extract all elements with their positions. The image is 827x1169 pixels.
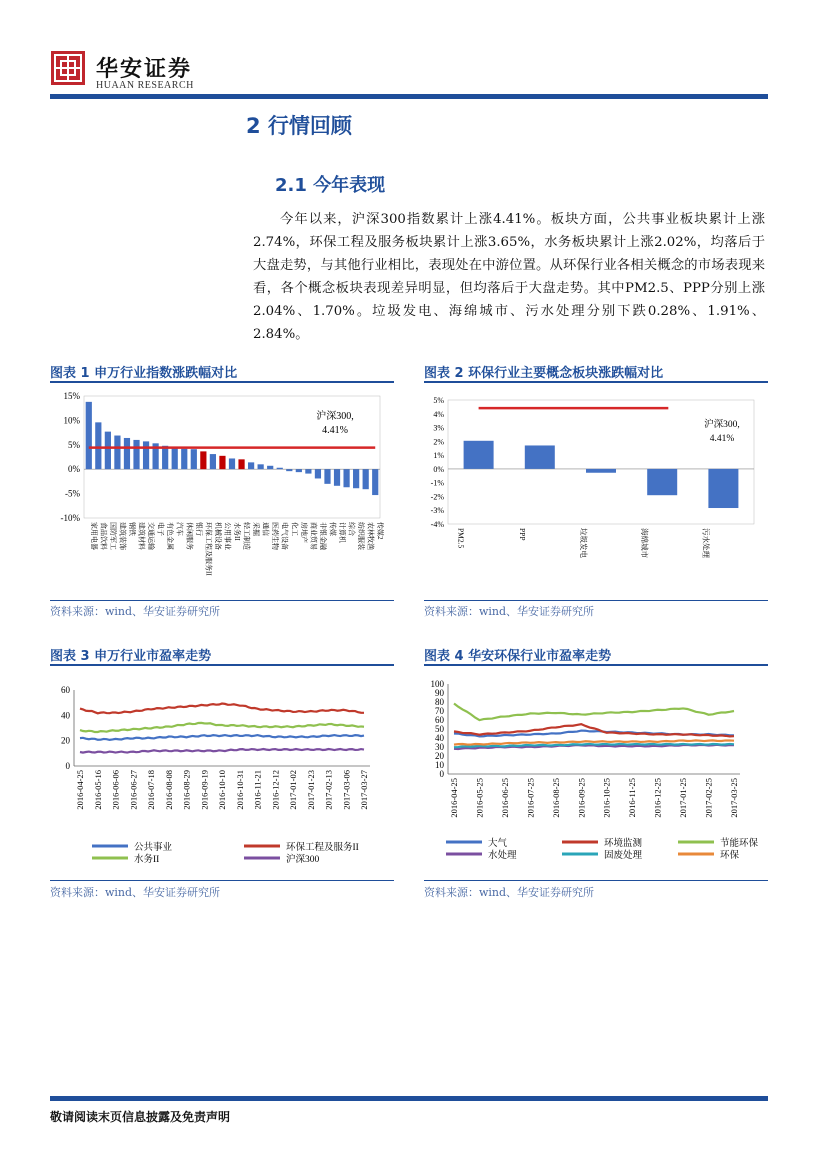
figure-4-title: 图表 4 华安环保行业市盈率走势 xyxy=(424,649,612,664)
bar xyxy=(305,469,311,473)
x-tick-label: 2016-06-25 xyxy=(499,778,510,818)
bar xyxy=(181,449,187,469)
x-tick-label: 水务II xyxy=(233,522,241,541)
x-tick-label: 纺织服装 xyxy=(357,522,366,550)
x-tick-label: 2016-10-25 xyxy=(601,778,612,818)
x-tick-label: 2016-12-25 xyxy=(652,778,663,818)
y-tick-label: 3% xyxy=(433,423,444,433)
chart-3 xyxy=(50,678,394,878)
x-tick-label: 2016-11-25 xyxy=(627,778,638,818)
y-tick-label: 20 xyxy=(435,751,444,761)
legend-label: 环保工程及服务II xyxy=(286,843,359,853)
series-line xyxy=(454,724,734,736)
figure-4-source: 资料来源：wind、华安证券研究所 xyxy=(424,886,595,899)
x-tick-label: 电子 xyxy=(156,522,165,536)
x-tick-label: 建筑材料 xyxy=(137,522,146,550)
x-tick-label: 传媒2 xyxy=(376,522,385,540)
section-title: 2 行情回顾 xyxy=(246,114,352,138)
x-tick-label: 国防军工 xyxy=(108,522,117,550)
figure-3-rule xyxy=(50,664,394,666)
bar xyxy=(219,456,225,469)
bar xyxy=(238,459,244,469)
bank-seal-icon xyxy=(50,50,86,86)
bar xyxy=(133,440,139,469)
bar xyxy=(229,458,235,469)
figure-4-rule xyxy=(424,664,768,666)
figure-1-source: 资料来源：wind、华安证券研究所 xyxy=(50,605,221,618)
y-tick-label: 5% xyxy=(433,396,444,405)
footer-divider xyxy=(50,1096,768,1101)
bar xyxy=(191,449,197,469)
figure-3-bottom-rule xyxy=(50,880,394,881)
y-tick-label: 100 xyxy=(430,679,444,689)
x-tick-label: 2017-02-25 xyxy=(703,778,714,818)
x-tick-label: 2017-01-23 xyxy=(305,770,316,810)
figure-2-source: 资料来源：wind、华安证券研究所 xyxy=(424,605,595,618)
x-tick-label: 银行 xyxy=(194,522,203,536)
y-tick-label: 30 xyxy=(435,742,444,752)
footer-disclaimer: 敬请阅读末页信息披露及免责声明 xyxy=(50,1110,231,1124)
x-tick-label: 2016-07-18 xyxy=(146,770,156,810)
x-tick-label: PPP xyxy=(517,528,527,541)
y-tick-label: 60 xyxy=(61,685,70,695)
figure-2-bottom-rule xyxy=(424,600,768,601)
x-tick-label: 2016-05-25 xyxy=(474,778,485,818)
y-tick-label: 40 xyxy=(435,733,444,743)
bar xyxy=(172,447,178,469)
bar xyxy=(647,469,677,495)
x-tick-label: 海绵城市 xyxy=(640,528,650,558)
y-tick-label: -3% xyxy=(430,506,444,516)
legend-label: 水处理 xyxy=(488,851,517,861)
y-tick-label: 4% xyxy=(433,409,444,419)
bar xyxy=(708,469,738,508)
reference-value: 4.41% xyxy=(709,434,735,444)
bar xyxy=(258,464,264,469)
x-tick-label: 2016-07-25 xyxy=(525,778,536,818)
figure-3-title: 图表 3 申万行业市盈率走势 xyxy=(50,649,212,664)
body-paragraph: 今年以来，沪深300指数累计上涨4.41%。板块方面，公共事业板块累计上涨2.74%，环保工程及服务板块累计上涨3.65%，水务板块累计上涨2.02%，均落后于大盘走势，与其他行业相比，表现处在中游位置。从环保行业各相关概念的市场表现来看，各个概念板块表现差异明显，但均落后于大盘走势。其中PM2.5、PPP分别上涨2.04%、1.70%。垃圾发电、海绵城市、污水处理分别下跌0.28%、1.91%、2.84%。 xyxy=(253,212,765,342)
y-tick-label: 10 xyxy=(435,760,444,770)
y-tick-label: 20 xyxy=(61,735,70,746)
figure-3-source: 资料来源：wind、华安证券研究所 xyxy=(50,886,221,899)
bar xyxy=(124,438,130,469)
x-tick-label: 采掘 xyxy=(252,522,261,536)
x-tick-label: 2016-04-25 xyxy=(75,770,85,810)
section-subtitle: 2.1 今年表现 xyxy=(275,175,386,196)
x-tick-label: 房地产 xyxy=(299,522,308,543)
logo-text-en: HUAAN RESEARCH xyxy=(96,80,194,91)
figure-4-bottom-rule xyxy=(424,880,768,881)
x-tick-label: 交通运输 xyxy=(147,522,156,550)
bar xyxy=(353,469,359,488)
y-tick-label: 50 xyxy=(435,724,444,734)
x-tick-label: 综合 xyxy=(347,522,356,536)
bar xyxy=(248,462,254,469)
bar xyxy=(267,466,273,469)
bar xyxy=(334,469,340,486)
y-tick-label: 15% xyxy=(63,391,80,401)
reference-label: 沪深300, xyxy=(704,420,740,430)
x-tick-label: 垃圾发电 xyxy=(579,528,588,558)
bar xyxy=(586,469,616,473)
x-tick-label: 2016-11-21 xyxy=(252,770,263,810)
x-tick-label: 2016-09-25 xyxy=(576,778,587,818)
y-tick-label: 0 xyxy=(439,769,444,779)
bar xyxy=(200,451,206,469)
x-tick-label: 2016-09-19 xyxy=(199,770,210,810)
bar xyxy=(343,469,349,487)
series-line xyxy=(80,735,364,740)
bar xyxy=(210,454,216,469)
x-tick-label: 2017-03-25 xyxy=(729,778,739,818)
bar xyxy=(95,422,101,469)
x-tick-label: 公用事业 xyxy=(223,522,232,550)
x-tick-label: 传媒 xyxy=(328,522,337,536)
x-tick-label: 非银金融 xyxy=(318,522,327,550)
x-tick-label: 2017-02-13 xyxy=(323,770,334,810)
x-tick-label: 2016-12-12 xyxy=(270,770,281,810)
bar xyxy=(372,469,378,495)
x-tick-label: 2016-10-10 xyxy=(217,770,227,810)
y-tick-label: -1% xyxy=(430,478,444,488)
x-tick-label: 2017-01-25 xyxy=(678,778,689,818)
bar xyxy=(296,469,302,472)
x-tick-label: PM2.5 xyxy=(456,528,466,549)
y-tick-label: -10% xyxy=(60,513,80,523)
bar xyxy=(277,468,283,469)
chart-1 xyxy=(50,388,394,598)
legend-label: 环保 xyxy=(720,851,740,861)
x-tick-label: 2016-04-25 xyxy=(449,778,459,818)
figure-1-rule xyxy=(50,381,394,383)
legend-label: 大气 xyxy=(488,839,508,849)
x-tick-label: 农林牧渔 xyxy=(366,522,375,550)
x-tick-label: 家用电器 xyxy=(89,522,98,550)
y-tick-label: -5% xyxy=(65,488,80,499)
bar xyxy=(324,469,330,484)
x-tick-label: 2016-06-27 xyxy=(128,770,139,810)
x-tick-label: 污水处理 xyxy=(701,528,711,558)
x-tick-label: 建筑装饰 xyxy=(118,522,127,550)
x-tick-label: 医药生物 xyxy=(271,522,280,550)
bar xyxy=(114,436,120,470)
y-tick-label: -2% xyxy=(430,492,444,502)
y-tick-label: 0 xyxy=(65,761,70,771)
figure-2-rule xyxy=(424,381,768,383)
y-tick-label: 2% xyxy=(433,437,444,447)
legend-label: 环境监测 xyxy=(604,839,643,849)
figure-2-title: 图表 2 环保行业主要概念板块涨跌幅对比 xyxy=(424,366,664,381)
series-line xyxy=(80,749,364,753)
y-tick-label: 60 xyxy=(435,715,444,725)
y-tick-label: -4% xyxy=(430,520,444,529)
series-line xyxy=(80,723,364,732)
x-tick-label: 化工 xyxy=(290,522,299,536)
bar xyxy=(105,432,111,470)
bar xyxy=(143,441,149,469)
x-tick-label: 通信 xyxy=(261,522,270,536)
x-tick-label: 2016-10-31 xyxy=(234,770,245,810)
x-tick-label: 2016-05-16 xyxy=(92,770,103,810)
y-tick-label: 10% xyxy=(63,415,80,426)
x-tick-label: 2016-08-29 xyxy=(181,770,192,810)
x-tick-label: 有色金属 xyxy=(166,522,175,550)
y-tick-label: 70 xyxy=(435,706,444,716)
legend-label: 固废处理 xyxy=(604,851,643,861)
legend-label: 节能环保 xyxy=(720,839,759,849)
bar xyxy=(525,445,555,468)
bar xyxy=(162,446,168,469)
x-tick-label: 2016-08-08 xyxy=(163,770,174,810)
chart-4 xyxy=(424,676,768,878)
x-tick-label: 休闲服务 xyxy=(185,522,194,550)
bar xyxy=(363,469,369,489)
y-tick-label: 40 xyxy=(61,710,70,721)
figure-1-title: 图表 1 申万行业指数涨跌幅对比 xyxy=(50,366,238,381)
bar xyxy=(286,469,292,471)
y-tick-label: 1% xyxy=(433,451,444,461)
plot-frame xyxy=(448,400,754,524)
y-tick-label: 80 xyxy=(435,697,444,707)
figure-1-bottom-rule xyxy=(50,600,394,601)
y-tick-label: 90 xyxy=(435,688,444,698)
x-tick-label: 环保工程及服务II xyxy=(204,522,213,576)
x-tick-label: 2017-03-27 xyxy=(359,770,369,810)
y-tick-label: 0% xyxy=(68,464,80,475)
logo-text-cn: 华安证券 xyxy=(96,56,193,82)
x-tick-label: 计算机 xyxy=(338,522,347,543)
x-tick-label: 轻工制造 xyxy=(242,522,251,550)
x-tick-label: 食品饮料 xyxy=(99,522,108,550)
y-tick-label: 0% xyxy=(433,464,444,474)
header-divider xyxy=(50,94,768,99)
x-tick-label: 电气设备 xyxy=(280,522,289,550)
bar xyxy=(315,469,321,478)
x-tick-label: 汽车 xyxy=(175,522,184,536)
series-line xyxy=(454,703,734,720)
bar xyxy=(464,441,494,469)
legend-label: 公共事业 xyxy=(134,843,173,853)
y-tick-label: 5% xyxy=(68,439,80,450)
bar xyxy=(86,402,92,469)
chart-2 xyxy=(424,390,768,598)
x-tick-label: 机械设备 xyxy=(213,522,222,550)
reference-label: 沪深300, xyxy=(316,411,354,422)
reference-value: 4.41% xyxy=(322,425,348,436)
x-tick-label: 2017-01-02 xyxy=(288,770,298,810)
x-tick-label: 钢铁 xyxy=(127,522,136,536)
legend-label: 水务II xyxy=(134,855,160,865)
legend-label: 沪深300 xyxy=(286,855,320,865)
x-tick-label: 2016-08-25 xyxy=(550,778,561,818)
x-tick-label: 商业贸易 xyxy=(309,522,318,550)
series-line xyxy=(80,704,364,714)
x-tick-label: 2016-06-06 xyxy=(110,770,121,810)
x-tick-label: 2017-03-06 xyxy=(341,770,352,810)
